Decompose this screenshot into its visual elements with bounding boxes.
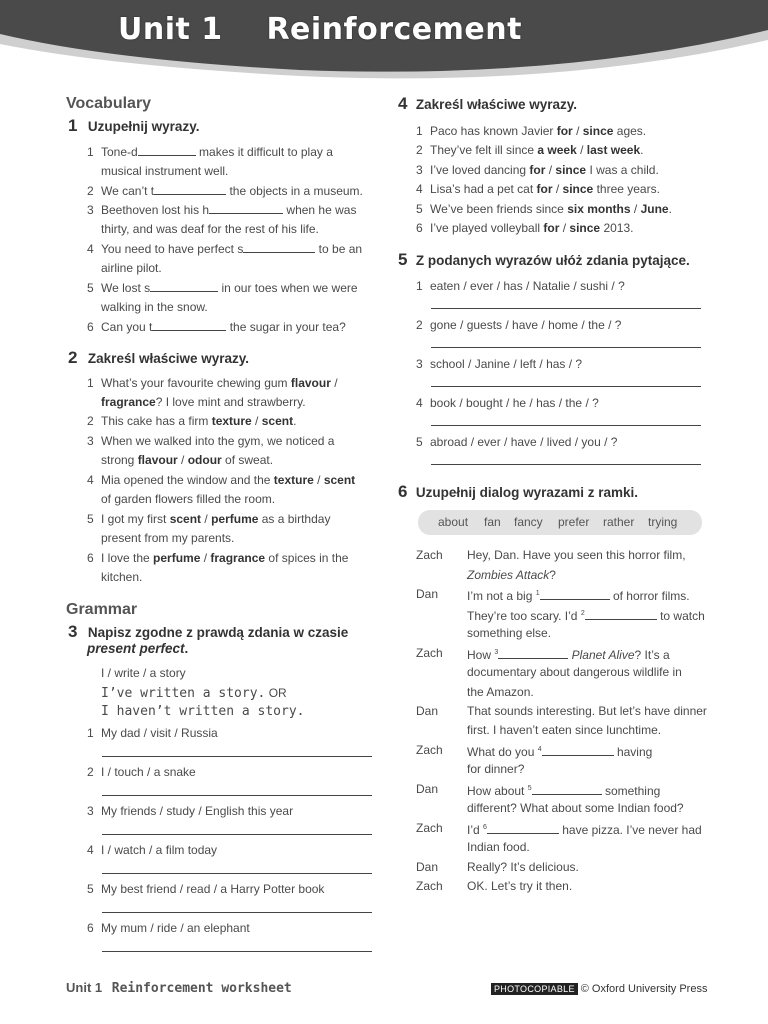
item-text: Paco has known Javier (430, 124, 557, 138)
dialogue-text: to watch (656, 609, 705, 623)
photocopiable-badge: PHOTOCOPIABLE (491, 983, 578, 995)
exercise-instruction-tense (87, 641, 188, 656)
dialogue-line: the Amazon. (467, 685, 534, 699)
word-box-item: prefer (558, 515, 590, 529)
item-text: I’ve played volleyball (430, 221, 544, 235)
list-item (87, 763, 196, 783)
item-text: When we walked into the gym, we noticed a (101, 434, 335, 448)
footer-copyright (491, 983, 707, 995)
list-item (416, 277, 625, 297)
list-item-continued: airline pilot. (101, 261, 162, 275)
grammar-heading: Grammar (66, 601, 138, 618)
exercise-5-heading (398, 250, 690, 270)
exercise-number: 2 (68, 348, 78, 367)
separator: / (630, 201, 641, 216)
item-number: 4 (87, 843, 94, 857)
exercise-6-heading (398, 482, 638, 502)
choice-word[interactable]: for (529, 162, 546, 177)
dialogue-line: for dinner? (467, 762, 525, 776)
dialogue-line: documentary about dangerous wildlife in (467, 665, 682, 679)
list-item (87, 279, 358, 299)
page-header (0, 0, 768, 88)
exercise-number: 5 (398, 250, 408, 269)
choice-word[interactable]: flavour (137, 453, 178, 467)
list-item (87, 240, 362, 260)
vocabulary-heading: Vocabulary (66, 95, 152, 112)
choice-word[interactable]: fragrance (101, 395, 156, 409)
list-item (87, 471, 355, 491)
item-number: 1 (87, 726, 94, 740)
list-item-continued: musical instrument well. (101, 164, 229, 178)
separator: / (552, 182, 563, 197)
film-title: Planet Alive (571, 648, 635, 662)
item-number: 1 (416, 124, 423, 138)
speaker-name: Dan (416, 704, 439, 718)
choice-word[interactable]: since (582, 124, 614, 138)
item-text: Mia opened the window and the (101, 473, 274, 487)
separator: / (313, 473, 324, 487)
speaker-name: Zach (416, 879, 443, 893)
speaker-name: Zach (416, 646, 443, 660)
list-item (416, 141, 643, 161)
item-number: 6 (416, 221, 423, 235)
list-item (416, 433, 617, 453)
list-item (87, 549, 348, 569)
item-text: . (640, 143, 644, 158)
dialogue-line: OK. Let’s try it then. (467, 879, 573, 893)
list-item (87, 880, 324, 900)
item-text: book / bought / he / has / the / ? (430, 396, 599, 410)
choice-word[interactable]: six months (567, 201, 631, 216)
choice-word[interactable]: odour (187, 453, 222, 467)
answer-blank[interactable] (487, 821, 559, 834)
unit-title: Unit 1 Reinforcement (118, 12, 522, 47)
exercise-number: 4 (398, 94, 408, 113)
item-text: to be an (315, 242, 363, 256)
punctuation: ? (549, 568, 556, 582)
speaker-name: Dan (416, 860, 439, 874)
dialogue-line: Really? It’s delicious. (467, 860, 579, 874)
separator: / (251, 414, 262, 428)
answer-blank[interactable] (532, 782, 602, 795)
dialogue-line: first. I haven’t eaten since lunchtime. (467, 723, 662, 737)
item-number: 6 (87, 921, 94, 935)
item-text: school / Janine / left / has / ? (430, 357, 583, 371)
item-text: I’ve loved dancing (430, 162, 530, 177)
list-item (87, 802, 293, 822)
item-text: What’s your favourite chewing gum (101, 376, 291, 390)
dialogue-line (467, 782, 660, 798)
choice-word[interactable]: last week (586, 143, 641, 158)
dialogue-line: something else. (467, 626, 552, 640)
item-text: My best friend / read / a Harry Potter book (101, 882, 325, 896)
list-item (87, 182, 363, 202)
choice-word[interactable]: for (556, 124, 573, 138)
dialogue-text: What do you (467, 745, 538, 759)
choice-word[interactable]: perfume (153, 551, 201, 565)
answer-blank[interactable] (498, 646, 568, 659)
item-text: ? I love mint and strawberry. (155, 395, 306, 409)
item-text: Tone-d (101, 145, 138, 159)
item-text: the sugar in your tea? (226, 320, 346, 334)
answer-blank[interactable] (243, 240, 315, 253)
footer-title: Reinforcement worksheet (111, 981, 292, 996)
exercise-number: 1 (68, 116, 78, 135)
choice-word[interactable]: fragrance (210, 551, 266, 565)
answer-line[interactable] (102, 951, 372, 952)
choice-word[interactable]: scent (169, 512, 202, 526)
item-text: Can you t (101, 320, 153, 334)
item-text: . (293, 414, 297, 428)
choice-word[interactable]: texture (211, 414, 252, 428)
gap-number: 1 (535, 590, 540, 597)
list-item-continued (101, 529, 234, 549)
choice-word[interactable]: texture (273, 473, 314, 487)
dialogue-line (467, 607, 705, 623)
item-text: present from my parents. (101, 531, 235, 545)
film-title: Zombies Attack (467, 568, 550, 582)
list-item (87, 841, 217, 861)
exercise-instruction: Uzupełnij dialog wyrazami z ramki. (415, 485, 638, 500)
choice-word[interactable]: flavour (290, 376, 331, 390)
example-answer-2: I haven’t written a story. (101, 704, 305, 719)
item-text: in our toes when we were (218, 281, 358, 295)
separator: / (201, 512, 212, 526)
answer-line[interactable] (431, 464, 701, 465)
choice-word[interactable]: scent (261, 414, 294, 428)
exercise-instruction: Zakreśl właściwe wyrazy. (415, 97, 578, 112)
list-item (416, 180, 660, 200)
answer-blank[interactable] (138, 143, 196, 156)
item-text: We’ve been friends since (430, 201, 568, 216)
item-number: 6 (87, 320, 94, 334)
list-item (87, 724, 218, 744)
list-item (87, 374, 338, 394)
tense-name: present perfect (87, 641, 185, 656)
list-item (87, 318, 346, 338)
item-text: the objects in a museum. (226, 184, 363, 198)
answer-line[interactable] (431, 386, 701, 387)
list-item-continued (101, 490, 275, 510)
exercise-instruction: Uzupełnij wyrazy. (87, 119, 200, 134)
exercise-number: 6 (398, 482, 408, 501)
dialogue-line (467, 568, 556, 582)
list-item (87, 432, 334, 452)
exercise-3-heading (68, 622, 348, 642)
copyright-text: © Oxford University Press (580, 983, 708, 995)
speaker-name: Zach (416, 821, 443, 835)
item-number: 5 (416, 435, 423, 449)
exercise-instruction: Z podanych wyrazów ułóż zdania pytające. (415, 253, 690, 268)
item-number: 5 (87, 281, 94, 295)
item-number: 3 (416, 357, 423, 371)
answer-blank[interactable] (209, 201, 283, 214)
separator: / (177, 453, 188, 467)
item-text: We lost s (101, 281, 151, 295)
gap-number: 4 (537, 746, 542, 753)
footer-label (66, 980, 292, 996)
item-text: makes it difficult to play a (195, 145, 333, 159)
choice-word[interactable]: a week (537, 143, 577, 158)
word-box-item: fan (484, 515, 501, 529)
dialogue-text: of horror films. (609, 589, 690, 603)
answer-line[interactable] (431, 425, 701, 426)
answer-line[interactable] (431, 308, 701, 309)
choice-word[interactable]: since (562, 182, 594, 197)
item-number: 6 (87, 551, 94, 565)
separator: / (559, 221, 570, 235)
exercise-instruction: Zakreśl właściwe wyrazy. (87, 351, 250, 366)
choice-word[interactable]: since (569, 221, 601, 235)
list-item (416, 355, 582, 375)
speaker-name: Dan (416, 782, 439, 796)
speaker-name: Zach (416, 548, 443, 562)
dialogue-text: How about (467, 784, 528, 798)
list-item (87, 510, 330, 530)
word-box-item: trying (648, 515, 678, 529)
item-number: 4 (416, 396, 423, 410)
answer-blank[interactable] (585, 607, 657, 620)
gap-number: 5 (527, 785, 532, 792)
answer-blank[interactable] (542, 743, 614, 756)
item-text: gone / guests / have / home / the / ? (430, 318, 622, 332)
item-number: 2 (87, 414, 94, 428)
item-number: 1 (87, 145, 94, 159)
item-text: Lisa’s had a pet cat (430, 182, 537, 197)
item-text: of spices in the (265, 551, 349, 565)
list-item (416, 316, 621, 336)
punctuation: . (184, 641, 189, 656)
item-text: . (668, 201, 672, 216)
item-number: 2 (87, 184, 94, 198)
item-text: We can’t t (101, 184, 155, 198)
answer-line[interactable] (102, 834, 372, 835)
answer-line[interactable] (431, 347, 701, 348)
dialogue-text: have pizza. I’ve never had (558, 823, 702, 837)
list-item-continued (101, 451, 273, 471)
item-number: 5 (416, 201, 423, 216)
item-text: I / touch / a snake (101, 765, 196, 779)
choice-word[interactable]: for (543, 221, 560, 235)
item-text: My friends / study / English this year (101, 804, 294, 818)
item-text: of sweat. (221, 453, 274, 467)
choice-word[interactable]: June (640, 201, 669, 216)
item-text: three years. (593, 182, 660, 197)
item-text: I love the (101, 551, 154, 565)
list-item (416, 161, 659, 181)
list-item (87, 919, 250, 939)
answer-blank[interactable] (540, 587, 610, 600)
answer-blank[interactable] (154, 182, 226, 195)
dialogue-line: That sounds interesting. But let’s have dinner (467, 704, 707, 718)
exercise-1-heading (68, 116, 199, 136)
exercise-4-heading (398, 94, 577, 114)
list-item (416, 122, 646, 142)
item-text: My dad / visit / Russia (101, 726, 218, 740)
item-text: Beethoven lost his h (101, 203, 210, 217)
item-number: 3 (87, 434, 94, 448)
item-text: You need to have perfect s (101, 242, 244, 256)
speaker-name: Dan (416, 587, 439, 601)
list-item-continued (101, 568, 142, 588)
item-number: 2 (416, 143, 423, 158)
separator: / (572, 124, 583, 138)
separator: / (545, 162, 556, 177)
answer-blank[interactable] (150, 279, 218, 292)
item-text: My mum / ride / an elephant (101, 921, 250, 935)
item-text: This cake has a firm (101, 414, 212, 428)
dialogue-text: ? It’s a (634, 648, 670, 662)
dialogue-text: I’m not a big (467, 589, 536, 603)
item-text: strong (101, 453, 138, 467)
speaker-name: Zach (416, 743, 443, 757)
word-box (418, 510, 702, 535)
example-prompt: I / write / a story (101, 666, 186, 680)
dialogue-text: How (467, 648, 495, 662)
word-box-item: about (438, 515, 469, 529)
example-answer-1 (101, 684, 287, 704)
dialogue-text: I’d (467, 823, 484, 837)
list-item (416, 219, 633, 239)
word-box-item: rather (603, 515, 635, 529)
footer-unit: Unit 1 (66, 980, 103, 995)
choice-word[interactable]: perfume (211, 512, 259, 526)
list-item (87, 412, 296, 432)
list-item-continued: walking in the snow. (101, 300, 208, 314)
list-item (87, 143, 333, 163)
item-text: of garden flowers filled the room. (101, 492, 276, 506)
item-text: kitchen. (101, 570, 143, 584)
item-text: I / watch / a film today (101, 843, 218, 857)
item-number: 4 (87, 473, 94, 487)
item-number: 3 (87, 203, 94, 217)
item-number: 1 (416, 279, 423, 293)
answer-line[interactable] (102, 795, 372, 796)
word-box-item: fancy (514, 515, 543, 529)
item-number: 5 (87, 882, 94, 896)
exercise-instruction: Napisz zgodne z prawdą zdania w czasie (87, 625, 349, 640)
dialogue-line (467, 587, 690, 603)
item-text: ages. (613, 124, 647, 138)
item-text: abroad / ever / have / lived / you / ? (430, 435, 618, 449)
dialogue-line: different? What about some Indian food? (467, 801, 684, 815)
dialogue-line (467, 821, 702, 837)
answer-line[interactable] (102, 873, 372, 874)
dialogue-text: They’re too scary. I’d (467, 609, 581, 623)
item-text: when he was (283, 203, 357, 217)
choice-word[interactable]: for (536, 182, 553, 197)
dialogue-line: Indian food. (467, 840, 530, 854)
answer-line[interactable] (102, 912, 372, 913)
or-text: OR (265, 686, 287, 700)
separator: / (330, 376, 338, 390)
item-text: I was a child. (586, 162, 659, 177)
item-text: eaten / ever / has / Natalie / sushi / ? (430, 279, 625, 293)
gap-number: 2 (580, 610, 585, 617)
exercise-2-heading (68, 348, 249, 368)
answer-blank[interactable] (152, 318, 226, 331)
gap-number: 6 (483, 824, 487, 831)
choice-word[interactable]: scent (323, 473, 356, 487)
dialogue-line (467, 743, 652, 759)
item-number: 5 (87, 512, 94, 526)
list-item (416, 200, 672, 220)
exercise-number: 3 (68, 622, 78, 641)
item-number: 4 (416, 182, 423, 197)
item-text: 2013. (600, 221, 634, 235)
item-text: I got my first (101, 512, 170, 526)
list-item-continued (101, 393, 306, 413)
choice-word[interactable]: since (555, 162, 587, 177)
item-number: 2 (416, 318, 423, 332)
separator: / (200, 551, 211, 565)
item-number: 2 (87, 765, 94, 779)
item-text: They’ve felt ill since (430, 143, 538, 158)
item-number: 4 (87, 242, 94, 256)
list-item (416, 394, 599, 414)
list-item (87, 201, 356, 221)
dialogue-line: Hey, Dan. Have you seen this horror film, (467, 548, 686, 562)
dialogue-line (467, 646, 670, 662)
handwritten-answer: I’ve written a story. (101, 686, 266, 701)
item-text: as a birthday (258, 512, 331, 526)
item-number: 3 (416, 162, 423, 177)
dialogue-text: something (601, 784, 661, 798)
answer-line[interactable] (102, 756, 372, 757)
list-item-continued: thirty, and was deaf for the rest of his life. (101, 222, 319, 236)
item-number: 3 (87, 804, 94, 818)
gap-number: 3 (494, 649, 499, 656)
item-number: 1 (87, 376, 94, 390)
dialogue-text: having (613, 745, 653, 759)
separator: / (576, 143, 587, 158)
